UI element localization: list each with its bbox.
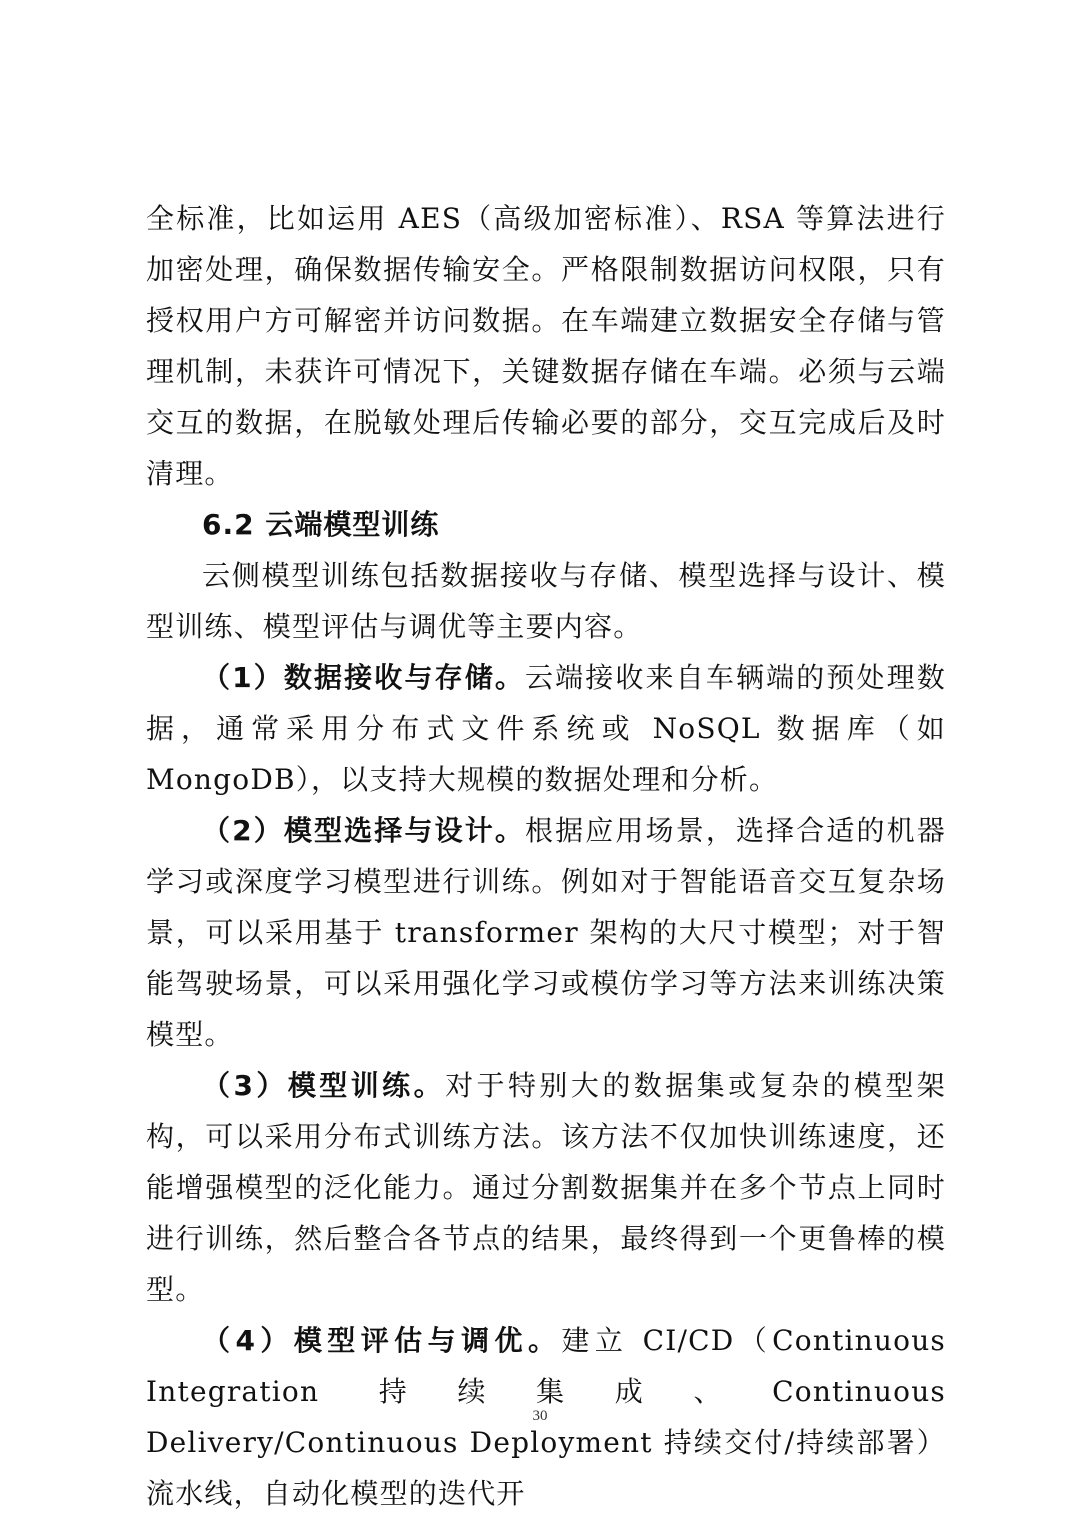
paragraph-text: 建立 CI/CD（Continuous Integration 持续集成、Continuous Delivery/Continuous Deployment 持续交付/持续部署）流水线，自动化模型的迭代开	[146, 1324, 947, 1510]
paragraph-lead: （2）模型选择与设计。	[202, 814, 525, 847]
paragraph-model-training	[146, 1060, 946, 1315]
section-heading-text: 6.2 云端模型训练	[202, 508, 440, 541]
paragraph-data-storage	[146, 652, 946, 805]
paragraph-text: 对于特别大的数据集或复杂的模型架构，可以采用分布式训练方法。该方法不仅加快训练速度，还能增强模型的泛化能力。通过分割数据集并在多个节点上同时进行训练，然后整合各节点的结果，最终得到一个更鲁棒的模型。	[146, 1069, 946, 1306]
body-text	[146, 193, 946, 1519]
paragraph-text: 全标准，比如运用 AES（高级加密标准）、RSA 等算法进行加密处理，确保数据传输安全。严格限制数据访问权限，只有授权用户方可解密并访问数据。在车端建立数据安全存储与管理机制，未获许可情况下，关键数据存储在车端。必须与云端交互的数据，在脱敏处理后传输必要的部分，交互完成后及时清理。	[146, 202, 946, 490]
paragraph-text: 云端接收来自车辆端的预处理数据，通常采用分布式文件系统或 NoSQL 数据库（如 MongoDB），以支持大规模的数据处理和分析。	[146, 661, 946, 796]
paragraph-lead: （1）数据接收与存储。	[202, 661, 525, 694]
paragraph-intro	[146, 550, 946, 652]
paragraph-text: 根据应用场景，选择合适的机器学习或深度学习模型进行训练。例如对于智能语音交互复杂场景，可以采用基于 transformer 架构的大尺寸模型；对于智能驾驶场景，可以采用强化学习或模仿学习等方法来训练决策模型。	[146, 814, 946, 1051]
section-heading	[146, 499, 946, 550]
paragraph-lead: （3）模型训练。	[202, 1069, 446, 1102]
paragraph-continuation	[146, 193, 946, 499]
paragraph-model-design	[146, 805, 946, 1060]
paragraph-lead: （4）模型评估与调优。	[202, 1324, 562, 1357]
paragraph-text: 云侧模型训练包括数据接收与存储、模型选择与设计、模型训练、模型评估与调优等主要内容。	[146, 559, 946, 643]
page-number: 30	[532, 1408, 548, 1424]
